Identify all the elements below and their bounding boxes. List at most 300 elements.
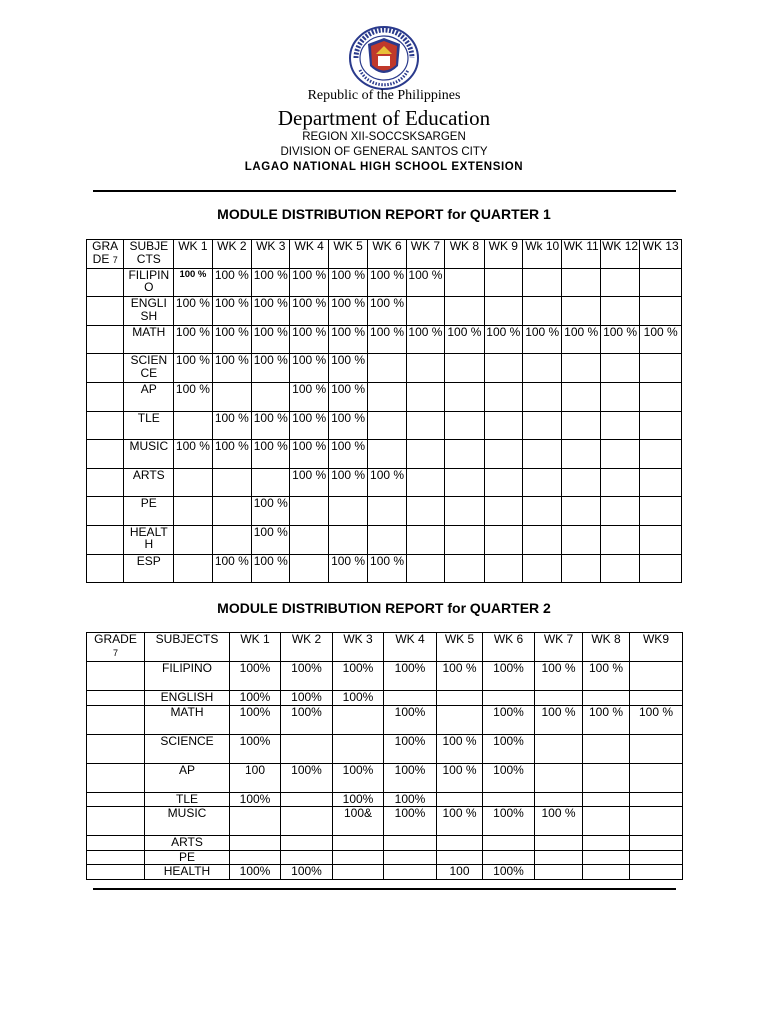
value-cell: 100 %: [174, 268, 212, 297]
value-cell: [600, 440, 639, 469]
value-cell: [437, 792, 483, 807]
value-cell: 100 %: [212, 297, 251, 326]
subject-cell: PE: [124, 497, 174, 526]
value-cell: 100%: [333, 691, 384, 706]
value-cell: [333, 734, 384, 763]
value-cell: [640, 554, 682, 583]
value-cell: 100 %: [583, 705, 630, 734]
republic-label: Republic of the Philippines: [307, 88, 461, 103]
value-cell: 100 %: [640, 325, 682, 354]
value-cell: 100 %: [328, 554, 367, 583]
value-cell: [630, 807, 683, 836]
value-cell: 100%: [333, 792, 384, 807]
value-cell: [174, 468, 212, 497]
value-cell: 100 %: [437, 807, 483, 836]
value-cell: 100%: [230, 691, 281, 706]
grade-cell: [87, 325, 124, 354]
value-cell: [174, 497, 212, 526]
header-divider: [93, 190, 676, 192]
value-cell: 100 %: [535, 662, 583, 691]
value-cell: [523, 268, 562, 297]
value-cell: [483, 691, 535, 706]
value-cell: [562, 411, 600, 440]
value-cell: [630, 691, 683, 706]
value-cell: 100%: [384, 763, 437, 792]
value-cell: [437, 691, 483, 706]
table-row: [87, 468, 682, 497]
value-cell: [281, 792, 333, 807]
table-row: [87, 440, 682, 469]
value-cell: [640, 268, 682, 297]
value-cell: [535, 792, 583, 807]
table-row: [87, 554, 682, 583]
value-cell: [445, 411, 484, 440]
value-cell: [562, 554, 600, 583]
table-row: [87, 807, 683, 836]
value-cell: [523, 554, 562, 583]
grade-cell: [87, 525, 124, 554]
value-cell: [640, 411, 682, 440]
value-cell: 100 %: [290, 411, 328, 440]
value-cell: [535, 691, 583, 706]
subjects-header-cell: SUBJE CTS: [124, 240, 174, 269]
value-cell: [406, 497, 444, 526]
grade-cell: [87, 297, 124, 326]
region-label: REGION XII-SOCCSKSARGEN: [302, 131, 466, 143]
value-cell: 100%: [384, 807, 437, 836]
value-cell: [630, 850, 683, 865]
value-cell: [630, 763, 683, 792]
value-cell: [484, 354, 522, 383]
value-cell: [630, 662, 683, 691]
week-header-cell: WK 5: [437, 633, 483, 662]
subject-cell: TLE: [124, 411, 174, 440]
value-cell: 100 %: [535, 807, 583, 836]
value-cell: [562, 525, 600, 554]
value-cell: [230, 850, 281, 865]
value-cell: [562, 497, 600, 526]
value-cell: [328, 497, 367, 526]
value-cell: [384, 691, 437, 706]
table-row: [87, 662, 683, 691]
header-row: [87, 240, 682, 269]
grade-cell: [87, 382, 124, 411]
grade-label: GRADE: [94, 632, 137, 646]
week-header-cell: WK 11: [562, 240, 600, 269]
value-cell: [484, 268, 522, 297]
subject-cell: MUSIC: [145, 807, 230, 836]
grade-cell: [87, 468, 124, 497]
value-cell: 100%: [483, 865, 535, 880]
value-cell: [600, 411, 639, 440]
value-cell: 100 %: [252, 440, 290, 469]
value-cell: 100 %: [368, 325, 406, 354]
week-header-cell: WK 2: [212, 240, 251, 269]
week-header-cell: WK 3: [333, 633, 384, 662]
value-cell: [640, 297, 682, 326]
value-cell: 100 %: [174, 325, 212, 354]
value-cell: 100%: [281, 763, 333, 792]
quarter2-title: MODULE DISTRIBUTION REPORT for QUARTER 2: [217, 600, 551, 616]
value-cell: 100 %: [368, 468, 406, 497]
value-cell: [445, 525, 484, 554]
value-cell: 100%: [333, 662, 384, 691]
value-cell: [230, 836, 281, 851]
value-cell: [333, 836, 384, 851]
week-header-cell: WK 5: [328, 240, 367, 269]
value-cell: 100 %: [252, 497, 290, 526]
week-header-cell: WK 7: [535, 633, 583, 662]
table-row: [87, 354, 682, 383]
grade-cell: [87, 807, 145, 836]
value-cell: 100: [437, 865, 483, 880]
value-cell: 100 %: [174, 297, 212, 326]
value-cell: 100%: [230, 734, 281, 763]
value-cell: [640, 354, 682, 383]
value-cell: [368, 354, 406, 383]
value-cell: [562, 354, 600, 383]
value-cell: [437, 850, 483, 865]
value-cell: 100 %: [252, 554, 290, 583]
value-cell: [640, 468, 682, 497]
value-cell: [484, 297, 522, 326]
week-header-cell: WK 4: [290, 240, 328, 269]
value-cell: [252, 468, 290, 497]
week-header-cell: WK 6: [483, 633, 535, 662]
value-cell: [368, 497, 406, 526]
subject-cell: ARTS: [124, 468, 174, 497]
value-cell: 100 %: [174, 382, 212, 411]
value-cell: [630, 836, 683, 851]
value-cell: 100 %: [252, 354, 290, 383]
header-row: [87, 633, 683, 662]
value-cell: 100 %: [212, 325, 251, 354]
week-header-cell: WK 13: [640, 240, 682, 269]
value-cell: 100 %: [406, 325, 444, 354]
value-cell: [483, 850, 535, 865]
value-cell: [174, 554, 212, 583]
grade-number: 7: [112, 254, 118, 265]
value-cell: [445, 468, 484, 497]
value-cell: [484, 497, 522, 526]
week-header-cell: WK 1: [174, 240, 212, 269]
week-header-cell: WK9: [630, 633, 683, 662]
value-cell: [484, 440, 522, 469]
value-cell: [212, 382, 251, 411]
value-cell: [583, 734, 630, 763]
value-cell: [174, 411, 212, 440]
value-cell: [281, 734, 333, 763]
value-cell: [281, 850, 333, 865]
value-cell: 100 %: [328, 468, 367, 497]
value-cell: [445, 268, 484, 297]
value-cell: 100 %: [328, 297, 367, 326]
value-cell: [368, 525, 406, 554]
value-cell: [583, 763, 630, 792]
grade-cell: [87, 440, 124, 469]
value-cell: [406, 411, 444, 440]
seal-icon: [348, 26, 420, 90]
value-cell: 100 %: [328, 411, 367, 440]
value-cell: [212, 497, 251, 526]
value-cell: 100: [230, 763, 281, 792]
value-cell: [445, 297, 484, 326]
value-cell: 100%: [483, 662, 535, 691]
grade-cell: [87, 662, 145, 691]
value-cell: 100 %: [328, 325, 367, 354]
value-cell: [290, 525, 328, 554]
subject-cell: ESP: [124, 554, 174, 583]
grade-cell: [87, 792, 145, 807]
value-cell: [583, 807, 630, 836]
value-cell: 100 %: [328, 382, 367, 411]
value-cell: [437, 836, 483, 851]
week-header-cell: WK 12: [600, 240, 639, 269]
value-cell: [640, 382, 682, 411]
department-title: Department of Education: [277, 106, 491, 130]
grade-number: 7: [112, 648, 118, 658]
grade-cell: [87, 734, 145, 763]
subject-cell: ARTS: [145, 836, 230, 851]
table-row: [87, 325, 682, 354]
value-cell: 100 %: [290, 468, 328, 497]
value-cell: [600, 554, 639, 583]
value-cell: [483, 792, 535, 807]
value-cell: 100 %: [630, 705, 683, 734]
subject-cell: HEALTH: [145, 865, 230, 880]
value-cell: 100 %: [174, 354, 212, 383]
grade-cell: [87, 850, 145, 865]
value-cell: [445, 497, 484, 526]
value-cell: 100%: [281, 662, 333, 691]
value-cell: 100 %: [252, 525, 290, 554]
value-cell: [562, 468, 600, 497]
table-row: [87, 497, 682, 526]
week-header-cell: WK 8: [583, 633, 630, 662]
value-cell: [600, 297, 639, 326]
subject-cell: MUSIC: [124, 440, 174, 469]
value-cell: [406, 525, 444, 554]
week-header-cell: WK 2: [281, 633, 333, 662]
grade-cell: [87, 836, 145, 851]
value-cell: [174, 525, 212, 554]
value-cell: [290, 497, 328, 526]
value-cell: [406, 297, 444, 326]
value-cell: [640, 440, 682, 469]
subject-cell: MATH: [145, 705, 230, 734]
value-cell: 100 %: [437, 734, 483, 763]
value-cell: [484, 382, 522, 411]
value-cell: 100 %: [368, 554, 406, 583]
value-cell: 100 %: [290, 382, 328, 411]
grade-cell: [87, 691, 145, 706]
value-cell: [583, 865, 630, 880]
subject-cell: PE: [145, 850, 230, 865]
value-cell: [535, 763, 583, 792]
value-cell: [368, 440, 406, 469]
value-cell: [600, 497, 639, 526]
value-cell: 100%: [483, 705, 535, 734]
week-header-cell: WK 8: [445, 240, 484, 269]
value-cell: [523, 411, 562, 440]
subject-cell: TLE: [145, 792, 230, 807]
value-cell: [630, 792, 683, 807]
subject-cell: ENGLISH: [145, 691, 230, 706]
week-header-cell: WK 3: [252, 240, 290, 269]
value-cell: [328, 525, 367, 554]
value-cell: [483, 836, 535, 851]
value-cell: 100%: [483, 807, 535, 836]
quarter1-title: MODULE DISTRIBUTION REPORT for QUARTER 1: [217, 206, 551, 222]
value-cell: [333, 865, 384, 880]
subject-cell: ENGLI SH: [124, 297, 174, 326]
value-cell: [384, 850, 437, 865]
subject-cell: MATH: [124, 325, 174, 354]
value-cell: [212, 468, 251, 497]
value-cell: [484, 525, 522, 554]
value-cell: [437, 705, 483, 734]
value-cell: [523, 382, 562, 411]
value-cell: 100%: [281, 705, 333, 734]
value-cell: [368, 382, 406, 411]
grade-header-cell: [87, 633, 145, 662]
table-row: [87, 411, 682, 440]
value-cell: [484, 411, 522, 440]
quarter1-table: [86, 239, 682, 583]
value-cell: [535, 734, 583, 763]
value-cell: [406, 468, 444, 497]
value-cell: [562, 297, 600, 326]
value-cell: [445, 554, 484, 583]
week-header-cell: Wk 10: [523, 240, 562, 269]
grade-cell: [87, 411, 124, 440]
value-cell: [333, 705, 384, 734]
value-cell: [535, 865, 583, 880]
value-cell: 100 %: [328, 354, 367, 383]
value-cell: 100 %: [328, 268, 367, 297]
value-cell: 100 %: [212, 554, 251, 583]
value-cell: 100%: [483, 734, 535, 763]
value-cell: 100 %: [174, 440, 212, 469]
value-cell: [535, 836, 583, 851]
division-label: DIVISION OF GENERAL SANTOS CITY: [280, 146, 488, 158]
subject-cell: AP: [145, 763, 230, 792]
table-row: [87, 763, 683, 792]
value-cell: 100 %: [562, 325, 600, 354]
subject-cell: HEALT H: [124, 525, 174, 554]
value-cell: [523, 525, 562, 554]
value-cell: [523, 354, 562, 383]
value-cell: 100%: [384, 734, 437, 763]
value-cell: 100 %: [406, 268, 444, 297]
value-cell: [523, 468, 562, 497]
value-cell: [523, 440, 562, 469]
value-cell: [562, 382, 600, 411]
grade-cell: [87, 554, 124, 583]
value-cell: 100 %: [290, 297, 328, 326]
value-cell: [523, 297, 562, 326]
subject-cell: SCIEN CE: [124, 354, 174, 383]
value-cell: [484, 468, 522, 497]
value-cell: [445, 354, 484, 383]
value-cell: [535, 850, 583, 865]
table-row: [87, 734, 683, 763]
value-cell: 100 %: [368, 297, 406, 326]
table-row: [87, 705, 683, 734]
value-cell: 100%: [333, 763, 384, 792]
table-row: [87, 792, 683, 807]
value-cell: [583, 836, 630, 851]
value-cell: 100 %: [252, 297, 290, 326]
value-cell: 100 %: [583, 662, 630, 691]
subject-cell: AP: [124, 382, 174, 411]
value-cell: [484, 554, 522, 583]
table-row: [87, 850, 683, 865]
subject-cell: FILIPIN O: [124, 268, 174, 297]
value-cell: 100 %: [212, 268, 251, 297]
value-cell: [640, 497, 682, 526]
value-cell: 100 %: [445, 325, 484, 354]
value-cell: 100 %: [437, 763, 483, 792]
value-cell: 100%: [230, 792, 281, 807]
value-cell: 100 %: [212, 411, 251, 440]
value-cell: [562, 268, 600, 297]
value-cell: 100 %: [484, 325, 522, 354]
value-cell: [640, 525, 682, 554]
value-cell: 100%: [230, 662, 281, 691]
value-cell: [600, 382, 639, 411]
value-cell: 100 %: [523, 325, 562, 354]
value-cell: [600, 268, 639, 297]
grade-cell: [87, 763, 145, 792]
value-cell: [445, 440, 484, 469]
table-row: [87, 525, 682, 554]
table-row: [87, 268, 682, 297]
subjects-header-cell: SUBJECTS: [145, 633, 230, 662]
value-cell: [600, 354, 639, 383]
table-row: [87, 691, 683, 706]
value-cell: 100 %: [212, 354, 251, 383]
value-cell: [406, 554, 444, 583]
value-cell: 100 %: [328, 440, 367, 469]
value-cell: [583, 792, 630, 807]
value-cell: [333, 850, 384, 865]
grade-cell: [87, 497, 124, 526]
value-cell: 100%: [281, 865, 333, 880]
subject-cell: FILIPINO: [145, 662, 230, 691]
value-cell: [583, 850, 630, 865]
grade-label: GRA DE: [92, 239, 119, 266]
subject-cell: SCIENCE: [145, 734, 230, 763]
value-cell: 100 %: [600, 325, 639, 354]
value-cell: 100%: [230, 705, 281, 734]
table-row: [87, 865, 683, 880]
value-cell: 100 %: [368, 268, 406, 297]
value-cell: 100 %: [212, 440, 251, 469]
grade-header-cell: [87, 240, 124, 269]
value-cell: 100%: [384, 662, 437, 691]
table-row: [87, 836, 683, 851]
week-header-cell: WK 6: [368, 240, 406, 269]
value-cell: 100%: [281, 691, 333, 706]
value-cell: [562, 440, 600, 469]
school-name: LAGAO NATIONAL HIGH SCHOOL EXTENSION: [244, 161, 524, 173]
grade-cell: [87, 268, 124, 297]
table-row: [87, 297, 682, 326]
value-cell: [252, 382, 290, 411]
value-cell: [406, 354, 444, 383]
footer-divider: [93, 888, 676, 890]
